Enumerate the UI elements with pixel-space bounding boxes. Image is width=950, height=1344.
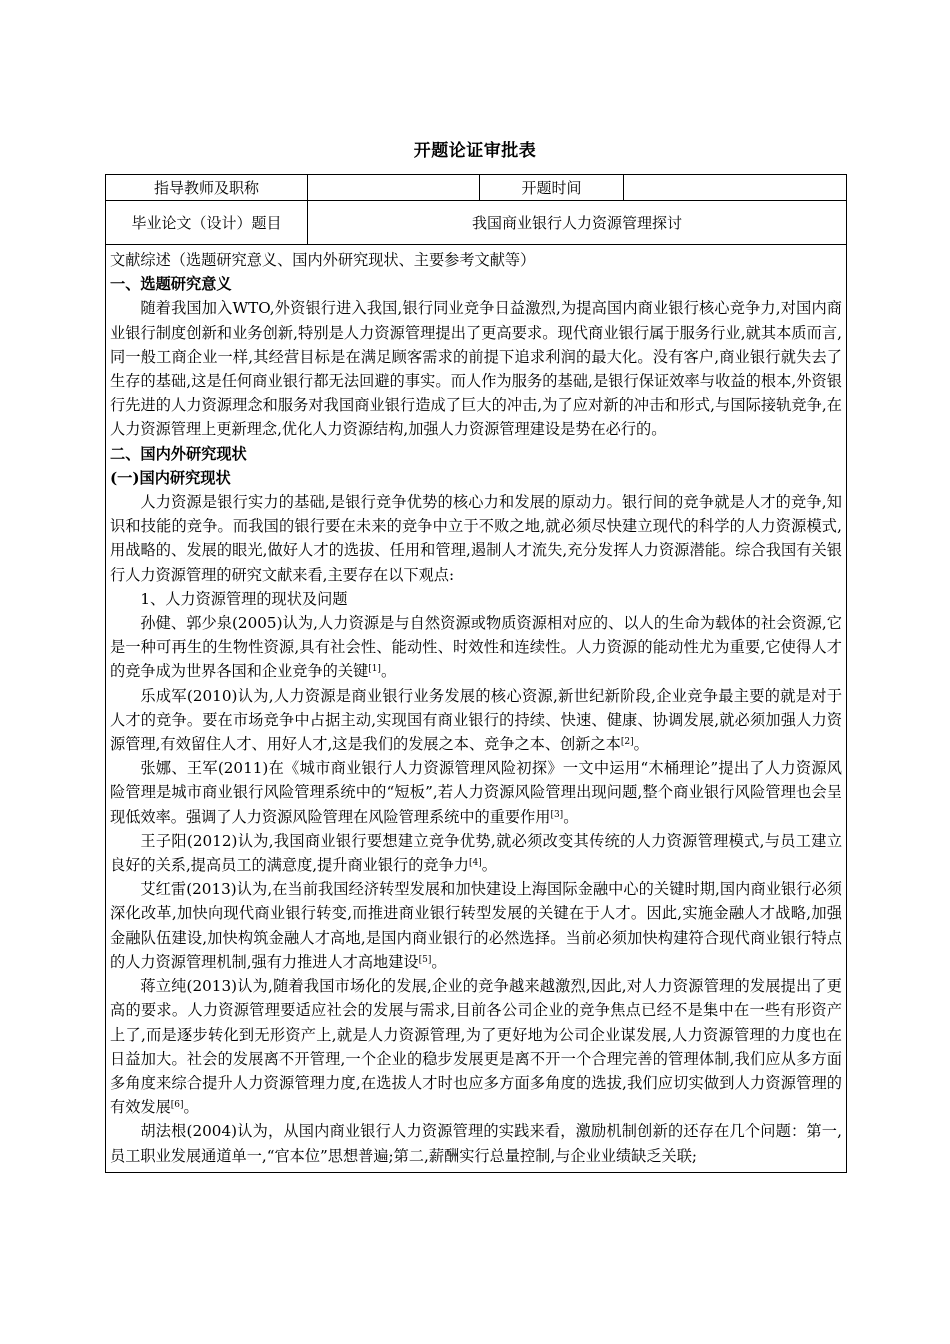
paragraph-end: 。: [563, 807, 579, 826]
page-title: 开题论证审批表: [413, 141, 537, 161]
paragraph-text: 孙健、郭少泉(2005)认为,人力资源是与自然资源或物质资源相对应的、以人的生命为载体的社会资源,它是一种可再生的生物性资源,具有社会性、能动性、时效性和连续性。人力资源的能动性尤为重要,它使得人才的竞争成为世界各国和企业竞争的关键: [110, 614, 842, 681]
paragraph-text: 蒋立纯(2013)认为,随着我国市场化的发展,企业的竞争越来越激烈,因此,对人力资源管理的发展提出了更高的要求。人力资源管理要适应社会的发展与需求,目前各公司企业的竞争焦点已经不是集中在一些有形资产上了,而是逐步转化到无形资产上,就是人力资源管理,为了更好地为公司企业谋发展,人力资源管理的力度也在日益加大。社会的发展离不开管理,一个企业的稳步发展更是离不开一个合理完善的管理体制,我们应从多方面多角度来综合提升人力资源管理力度,在选拔人才时也应多方面多角度的选拔,我们应切实做到人力资源管理的有效发展: [110, 977, 842, 1117]
citation-5: [5]: [418, 954, 432, 965]
thesis-title-value: 我国商业银行人力资源管理探讨: [308, 201, 847, 245]
thesis-title-label: 毕业论文（设计）题目: [106, 201, 308, 245]
paragraph-text: 张娜、王军(2011)在《城市商业银行人力资源管理风险初探》一文中运用“木桶理论”提出了人力资源风险管理是城市商业银行风险管理系统中的“短板”,若人力资源风险管理出现问题,整个商业银行风险管理也会呈现低效率。强调了人力资源风险管理在风险管理系统中的重要作用: [110, 759, 842, 826]
paragraph-hu: 胡法根(2004)认为，从国内商业银行人力资源管理的实践来看，激励机制创新的还存在几个问题：第一,员工职业发展通道单一,“官本位”思想普遍;第二,薪酬实行总量控制,与企业业绩缺乏关联;: [110, 1122, 842, 1165]
time-value-cell[interactable]: [624, 175, 847, 201]
citation-1: [1]: [368, 664, 381, 675]
subheading-status-problems: 1、人力资源管理的现状及问题: [140, 589, 348, 608]
paragraph-significance: 随着我国加入WTO,外资银行进入我国,银行同业竞争日益激烈,为提高国内商业银行核心竞争力,对国内商业银行制度创新和业务创新,特别是人力资源管理提出了更高要求。现代商业银行属于服务行业,就其本质而言,同一般工商企业一样,其经营目标是在满足顾客需求的前提下追求利润的最大化。没有客户,商业银行就失去了生存的基础,这是任何商业银行都无法回避的事实。而人作为服务的基础,是银行保证效率与收益的根本,外资银行先进的人力资源理念和服务对我国商业银行造成了巨大的冲击,为了应对新的冲击和形式,与国际接轨竞争,在人力资源管理上更新理念,优化人力资源结构,加强人力资源管理建设是势在必行的。: [110, 299, 842, 439]
advisor-row: [106, 175, 847, 201]
paragraph-hr-basis: 人力资源是银行实力的基础,是银行竞争优势的核心力和发展的原动力。银行间的竞争就是人才的竞争,知识和技能的竞争。而我国的银行要在未来的竞争中立于不败之地,就必须尽快建立现代的科学的人力资源模式,用战略的、发展的眼光,做好人才的选拔、任用和管理,遏制人才流失,充分发挥人力资源潜能。综合我国有关银行人力资源管理的研究文献来看,主要存在以下观点:: [110, 493, 842, 584]
citation-3: [3]: [550, 809, 564, 820]
citation-2: [2]: [620, 737, 634, 748]
paragraph-end: 。: [431, 952, 447, 971]
paragraph-wang-ziyang: [110, 829, 842, 877]
citation-4: [4]: [468, 858, 482, 869]
paragraph-jiang: [110, 974, 842, 1119]
time-label: 开题时间: [480, 175, 624, 201]
advisor-label: 指导教师及职称: [106, 175, 308, 201]
approval-form-table: [105, 174, 847, 1173]
paragraph-zhang-wang: [110, 756, 842, 829]
paragraph-le: [110, 684, 842, 757]
paragraph-end: 。: [380, 662, 397, 681]
paragraph-text: 王子阳(2012)认为,我国商业银行要想建立竞争优势,就必须改变其传统的人力资源管理模式,与员工建立良好的关系,提高员工的满意度,提升商业银行的竞争力: [110, 831, 842, 875]
paragraph-end: 。: [481, 856, 497, 875]
review-intro: 文献综述（选题研究意义、国内外研究现状、主要参考文献等）: [110, 251, 536, 269]
section-heading-2: 二、国内外研究现状: [110, 444, 247, 463]
paragraph-text: 乐成军(2010)认为,人力资源是商业银行业务发展的核心资源,新世纪新阶段,企业竞争最主要的就是对于人才的竞争。要在市场竞争中占据主动,实现国有商业银行的持续、快速、健康、协调发展,就必须加强人力资源管理,有效留住人才、用好人才,这是我们的发展之本、竞争之本、创新之本: [110, 686, 842, 754]
paragraph-sun-guo: [110, 611, 842, 684]
paragraph-text: 艾红雷(2013)认为,在当前我国经济转型发展和加快建设上海国际金融中心的关键时期,国内商业银行必须深化改革,加快向现代商业银行转变,而推进商业银行转型发展的关键在于人才。因此,实施金融人才战略,加强金融队伍建设,加快构筑金融人才高地,是国内商业银行的必然选择。当前必须加快构建符合现代商业银行特点的人力资源管理机制,强有力推进人才高地建设: [110, 880, 842, 971]
review-row: [106, 245, 847, 1173]
paragraph-end: 。: [633, 735, 649, 754]
section-heading-1: 一、选题研究意义: [110, 275, 232, 294]
literature-review-cell: [106, 245, 847, 1173]
paragraph-ai: [110, 877, 842, 974]
thesis-row: [106, 201, 847, 245]
advisor-value-cell[interactable]: [308, 175, 480, 201]
paragraph-end: 。: [183, 1098, 199, 1117]
citation-6: [6]: [170, 1100, 184, 1111]
subsection-heading-domestic: (一)国内研究现状: [110, 468, 231, 487]
